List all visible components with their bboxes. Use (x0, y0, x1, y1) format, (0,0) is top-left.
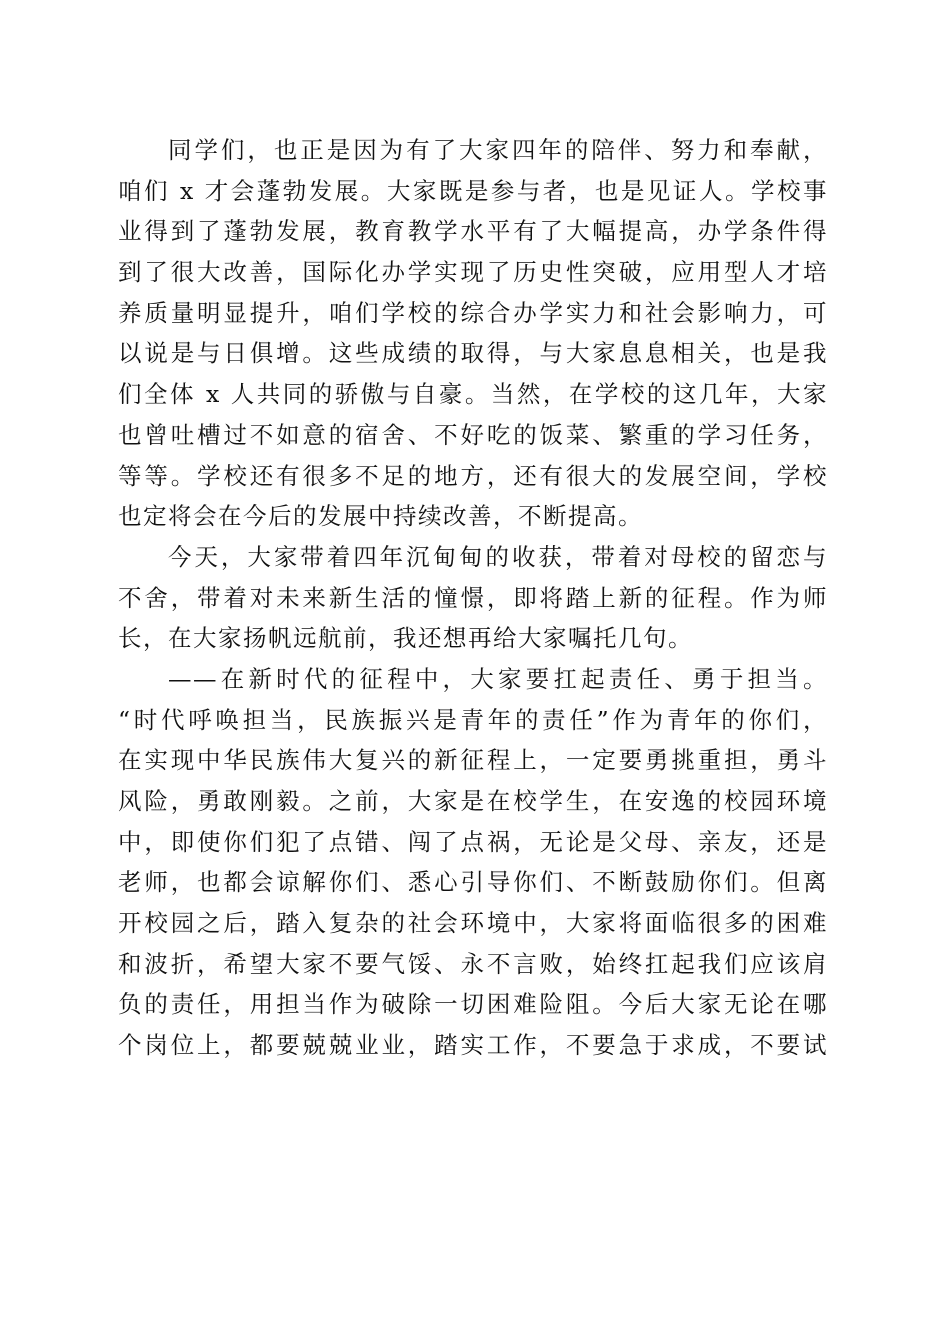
text-line: “时代呼唤担当，民族振兴是青年的责任”作为青年的你们， (118, 705, 828, 734)
text-line: 负的责任，用担当作为破除一切困难险阻。今后大家无论在哪 (118, 990, 828, 1019)
document-body-text (118, 130, 828, 1066)
text-line: 中，即使你们犯了点错、闯了点祸，无论是父母、亲友，还是 (118, 827, 828, 856)
text-line: 不舍，带着对未来新生活的憧憬，即将踏上新的征程。作为师 (118, 583, 828, 612)
text-line: 养质量明显提升，咱们学校的综合办学实力和社会影响力，可 (118, 298, 828, 327)
text-line: 和波折，希望大家不要气馁、永不言败，始终扛起我们应该肩 (118, 949, 828, 978)
text-line: 以说是与日俱增。这些成绩的取得，与大家息息相关，也是我 (118, 339, 828, 368)
text-line: 个岗位上，都要兢兢业业，踏实工作，不要急于求成，不要试 (118, 1031, 828, 1060)
text-line: 业得到了蓬勃发展，教育教学水平有了大幅提高，办学条件得 (118, 217, 828, 246)
text-line: 也定将会在今后的发展中持续改善，不断提高。 (118, 502, 643, 531)
text-line: 风险，勇敢刚毅。之前，大家是在校学生，在安逸的校园环境 (118, 787, 828, 815)
text-line: 到了很大改善，国际化办学实现了历史性突破，应用型人才培 (118, 258, 828, 287)
text-line: 们全体 x 人共同的骄傲与自豪。当然，在学校的这几年，大家 (118, 380, 828, 409)
text-line: 长，在大家扬帆远航前，我还想再给大家嘱托几句。 (118, 624, 693, 653)
text-line: ——在新时代的征程中，大家要扛起责任、勇于担当。 (168, 664, 828, 693)
text-line: 今天，大家带着四年沉甸甸的收获，带着对母校的留恋与 (168, 542, 828, 571)
text-line: 同学们，也正是因为有了大家四年的陪伴、努力和奉献， (168, 136, 828, 164)
text-line: 开校园之后，踏入复杂的社会环境中，大家将面临很多的困难 (118, 909, 828, 938)
text-line: 等等。学校还有很多不足的地方，还有很大的发展空间，学校 (118, 461, 828, 490)
text-line: 也曾吐槽过不如意的宿舍、不好吃的饭菜、繁重的学习任务， (118, 420, 828, 449)
text-line: 老师，也都会谅解你们、悉心引导你们、不断鼓励你们。但离 (118, 868, 828, 897)
text-line: 咱们 x 才会蓬勃发展。大家既是参与者，也是见证人。学校事 (118, 176, 828, 205)
text-line: 在实现中华民族伟大复兴的新征程上，一定要勇挑重担，勇斗 (118, 746, 828, 775)
